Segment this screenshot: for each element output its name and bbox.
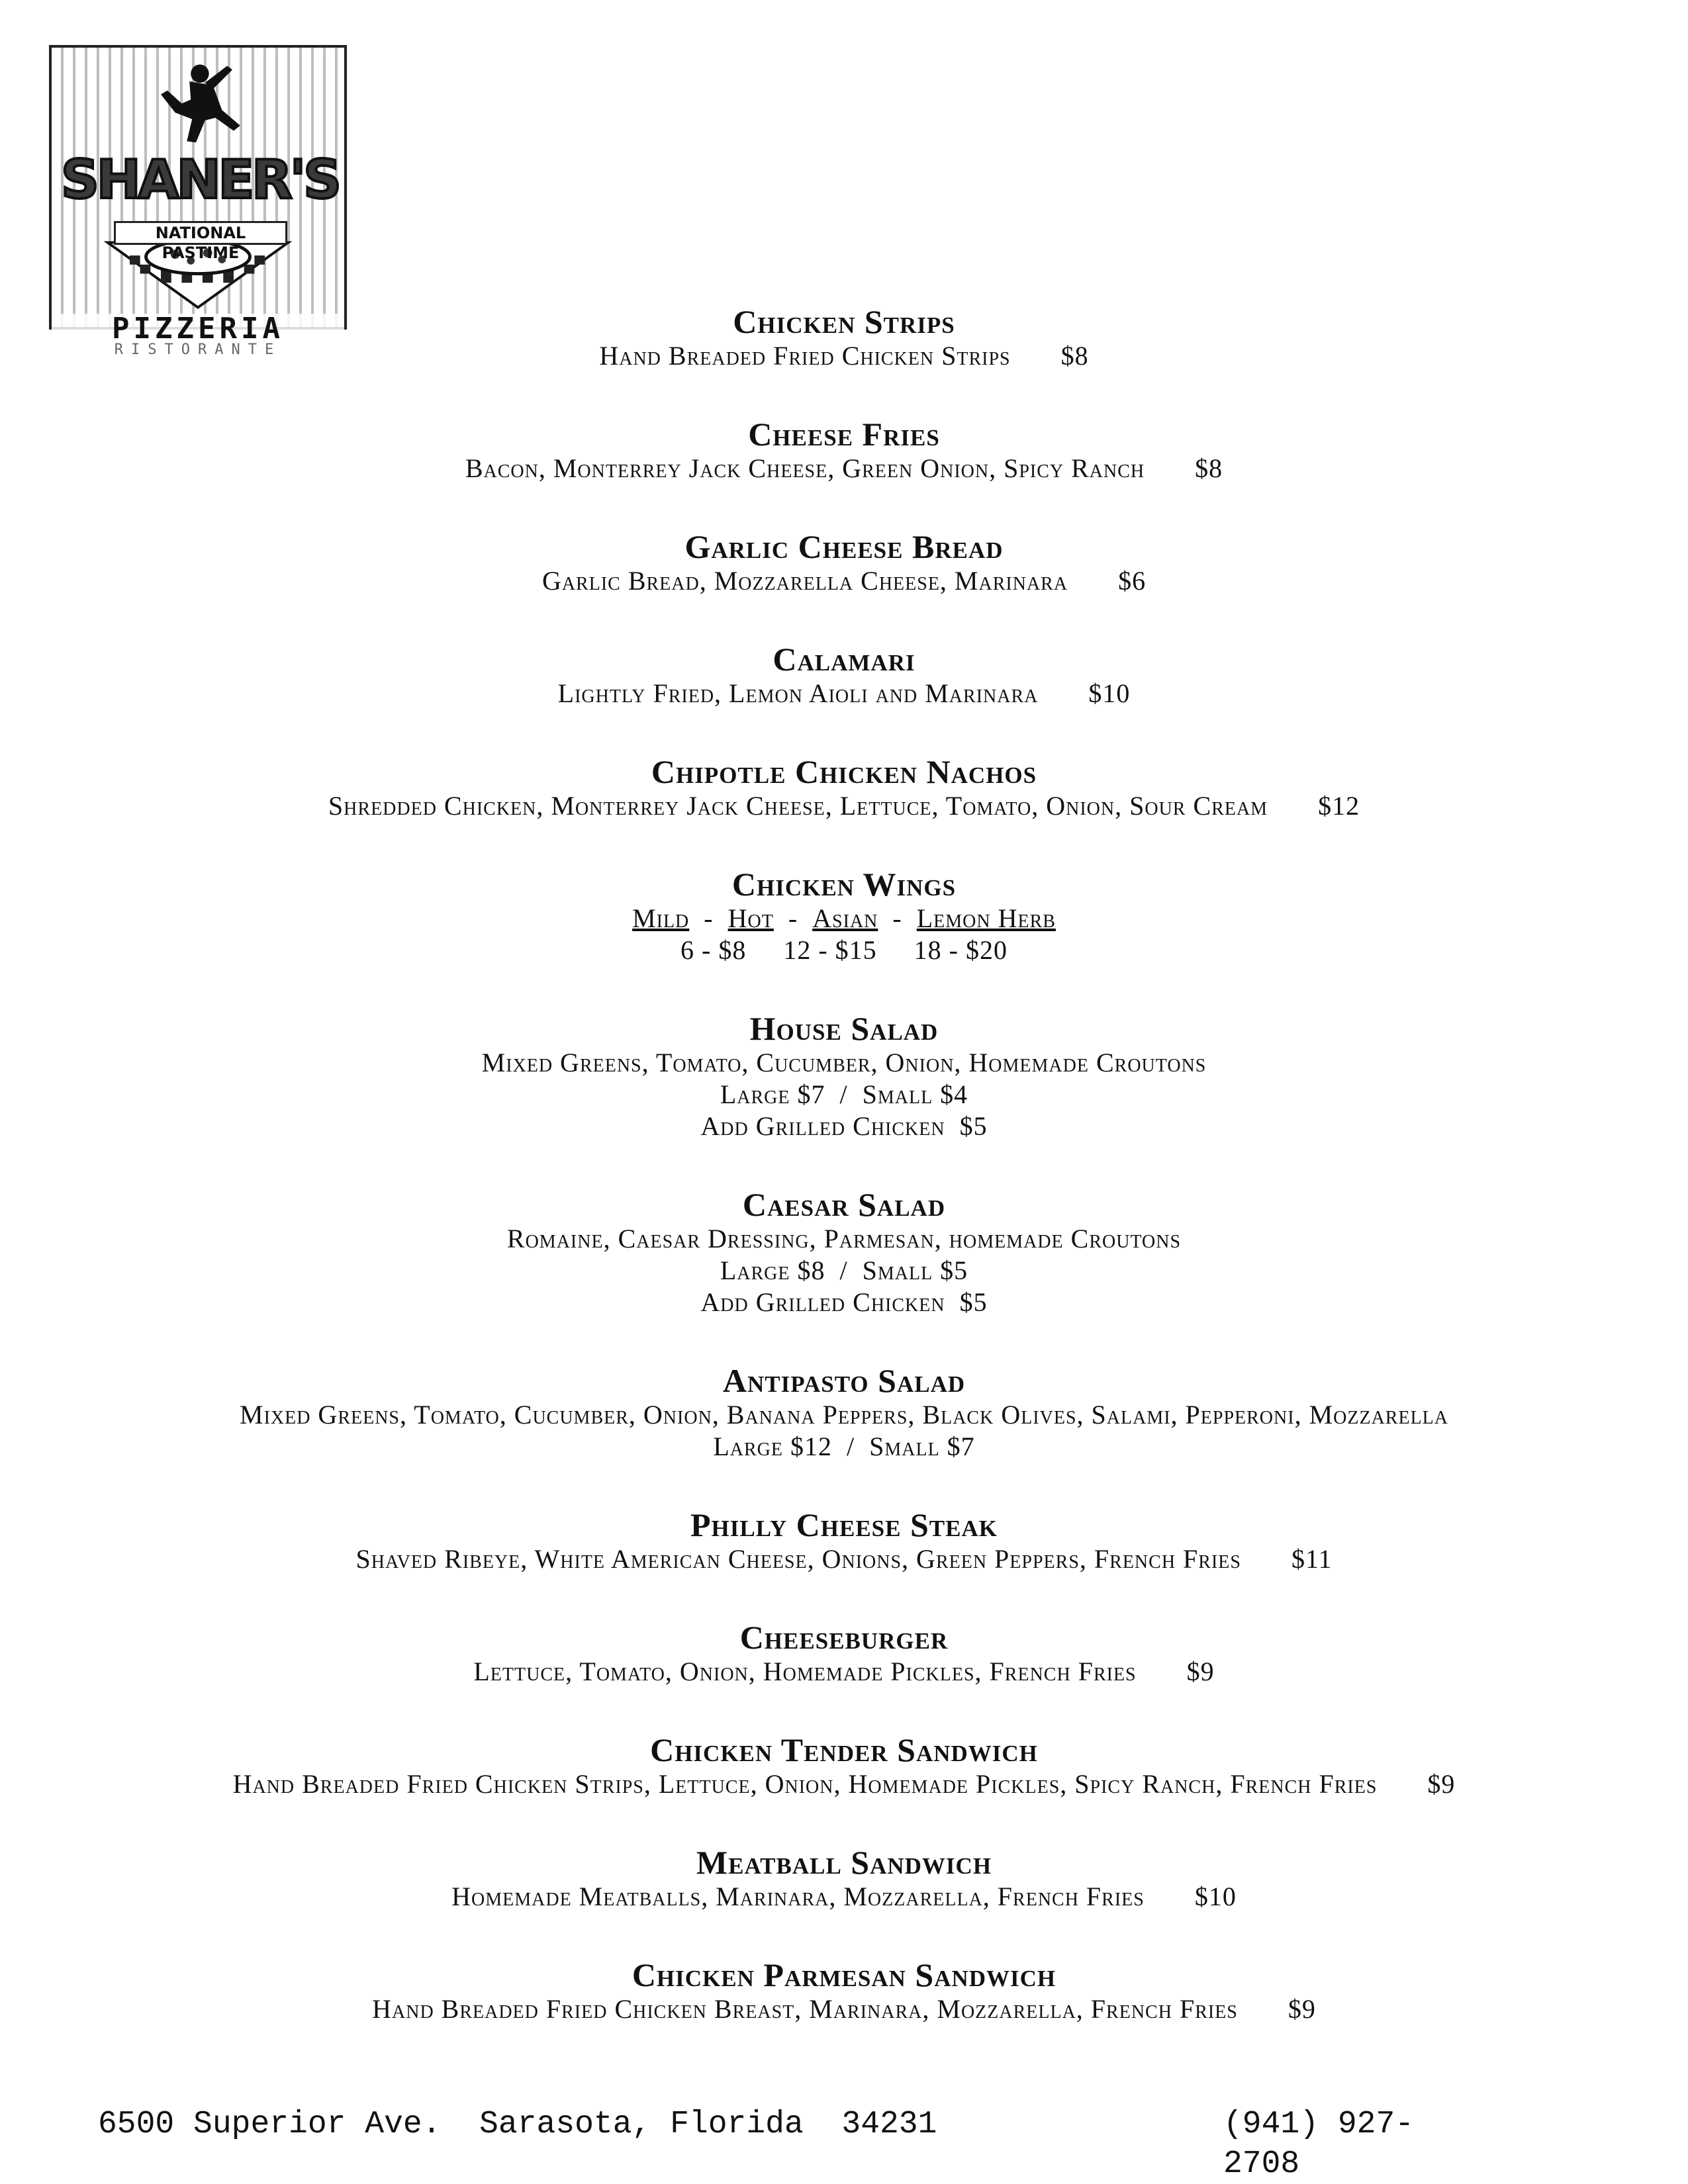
wing-flavors <box>0 903 1688 934</box>
flavor-mild: Mild <box>632 903 690 933</box>
menu-item-chipotle-chicken-nachos <box>0 753 1688 822</box>
item-description: Hand Breaded Fried Chicken Strips, Lettuce, Onion, Homemade Pickles, Spicy Ranch, French Fries <box>232 1769 1378 1799</box>
item-title: Garlic Cheese Bread <box>684 528 1004 565</box>
item-description-line <box>0 453 1688 484</box>
item-title: Chicken Tender Sandwich <box>650 1731 1038 1768</box>
wing-count-12: 12 - $15 <box>783 935 877 965</box>
item-description-line <box>0 1656 1688 1688</box>
logo-tagline: NATIONAL PASTIME <box>114 221 287 245</box>
menu-item-antipasto-salad <box>0 1362 1688 1463</box>
item-addon: Add Grilled Chicken $5 <box>700 1111 988 1141</box>
item-description: Lightly Fried, Lemon Aioli and Marinara <box>557 678 1039 708</box>
item-title: Antipasto Salad <box>722 1362 966 1399</box>
menu-item-chicken-wings <box>0 866 1688 966</box>
item-description: Lettuce, Tomato, Onion, Homemade Pickles, French Fries <box>473 1657 1137 1686</box>
wing-counts <box>0 934 1688 966</box>
item-description-line <box>0 790 1688 822</box>
restaurant-logo <box>49 45 347 358</box>
item-description: Shredded Chicken, Monterrey Jack Cheese, Lettuce, Tomato, Onion, Sour Cream <box>328 791 1268 821</box>
menu-item-cheeseburger <box>0 1619 1688 1688</box>
footer <box>98 2105 1462 2182</box>
item-description: Garlic Bread, Mozzarella Cheese, Marinara <box>541 566 1068 596</box>
item-price: $9 <box>1288 1994 1316 2024</box>
footer-address: 6500 Superior Ave. Sarasota, Florida 34231 <box>98 2107 937 2142</box>
item-description: Mixed Greens, Tomato, Cucumber, Onion, Homemade Croutons <box>481 1048 1207 1077</box>
menu-list <box>0 303 1688 2069</box>
menu-item-calamari <box>0 641 1688 709</box>
item-title: Philly Cheese Steak <box>690 1506 998 1543</box>
item-title: Chicken Wings <box>731 866 957 903</box>
item-addon: Add Grilled Chicken $5 <box>700 1287 988 1317</box>
item-sizes: Large $12 / Small $7 <box>713 1432 975 1461</box>
item-title: Caesar Salad <box>742 1186 946 1223</box>
item-title: Cheeseburger <box>739 1619 949 1656</box>
menu-item-cheese-fries <box>0 416 1688 484</box>
flavor-asian: Asian <box>812 903 878 933</box>
menu-item-chicken-strips <box>0 303 1688 372</box>
item-title: Cheese Fries <box>748 416 940 453</box>
item-description-line <box>0 1768 1688 1800</box>
item-description-line <box>0 340 1688 372</box>
footer-phone: (941) 927-2708 <box>1223 2107 1415 2182</box>
item-title: Chicken Parmesan Sandwich <box>632 1956 1056 1993</box>
item-sizes: Large $8 / Small $5 <box>720 1255 968 1285</box>
item-description-line <box>0 1881 1688 1913</box>
item-price: $12 <box>1318 791 1360 821</box>
logo-ristorante: RISTORANTE <box>114 341 282 358</box>
item-description: Romaine, Caesar Dressing, Parmesan, homemade Croutons <box>506 1224 1182 1253</box>
item-description: Hand Breaded Fried Chicken Strips <box>599 341 1011 371</box>
flavor-lemon-herb: Lemon Herb <box>916 903 1056 933</box>
wing-count-18: 18 - $20 <box>914 935 1008 965</box>
item-title: Chipotle Chicken Nachos <box>651 753 1037 790</box>
wing-count-6: 6 - $8 <box>680 935 747 965</box>
item-description: Homemade Meatballs, Marinara, Mozzarella, French Fries <box>451 1882 1145 1911</box>
item-price: $8 <box>1060 341 1089 371</box>
item-title: Meatball Sandwich <box>696 1844 992 1881</box>
item-description: Bacon, Monterrey Jack Cheese, Green Onion, Spicy Ranch <box>465 453 1145 483</box>
item-description-line <box>0 678 1688 709</box>
item-price: $9 <box>1427 1769 1456 1799</box>
menu-item-garlic-cheese-bread <box>0 528 1688 597</box>
item-title: House Salad <box>749 1010 939 1047</box>
item-price: $11 <box>1291 1544 1333 1574</box>
item-price: $9 <box>1186 1657 1215 1686</box>
item-price: $8 <box>1195 453 1223 483</box>
flavor-separator: - <box>704 903 714 933</box>
item-price: $10 <box>1194 1882 1237 1911</box>
item-price: $10 <box>1088 678 1131 708</box>
item-description-line <box>0 1543 1688 1575</box>
item-description: Shaved Ribeye, White American Cheese, Onions, Green Peppers, French Fries <box>355 1544 1241 1574</box>
menu-item-philly-cheese-steak <box>0 1506 1688 1575</box>
menu-item-chicken-parmesan-sandwich <box>0 1956 1688 2025</box>
item-title: Chicken Strips <box>733 303 955 340</box>
flavor-separator: - <box>892 903 902 933</box>
logo-pizzeria: PIZZERIA <box>52 314 344 344</box>
item-title: Calamari <box>773 641 915 678</box>
item-description-line <box>0 1993 1688 2025</box>
item-description-line <box>0 565 1688 597</box>
item-description: Hand Breaded Fried Chicken Breast, Marinara, Mozzarella, French Fries <box>372 1994 1238 2024</box>
menu-item-house-salad <box>0 1010 1688 1142</box>
item-price: $6 <box>1118 566 1147 596</box>
menu-item-caesar-salad <box>0 1186 1688 1318</box>
item-description: Mixed Greens, Tomato, Cucumber, Onion, Banana Peppers, Black Olives, Salami, Pepperoni, Mozzarella <box>240 1400 1448 1430</box>
flavor-hot: Hot <box>727 903 774 933</box>
logo-name: SHANER'S <box>61 149 339 210</box>
menu-item-chicken-tender-sandwich <box>0 1731 1688 1800</box>
item-sizes: Large $7 / Small $4 <box>720 1079 968 1109</box>
menu-item-meatball-sandwich <box>0 1844 1688 1913</box>
flavor-separator: - <box>788 903 798 933</box>
